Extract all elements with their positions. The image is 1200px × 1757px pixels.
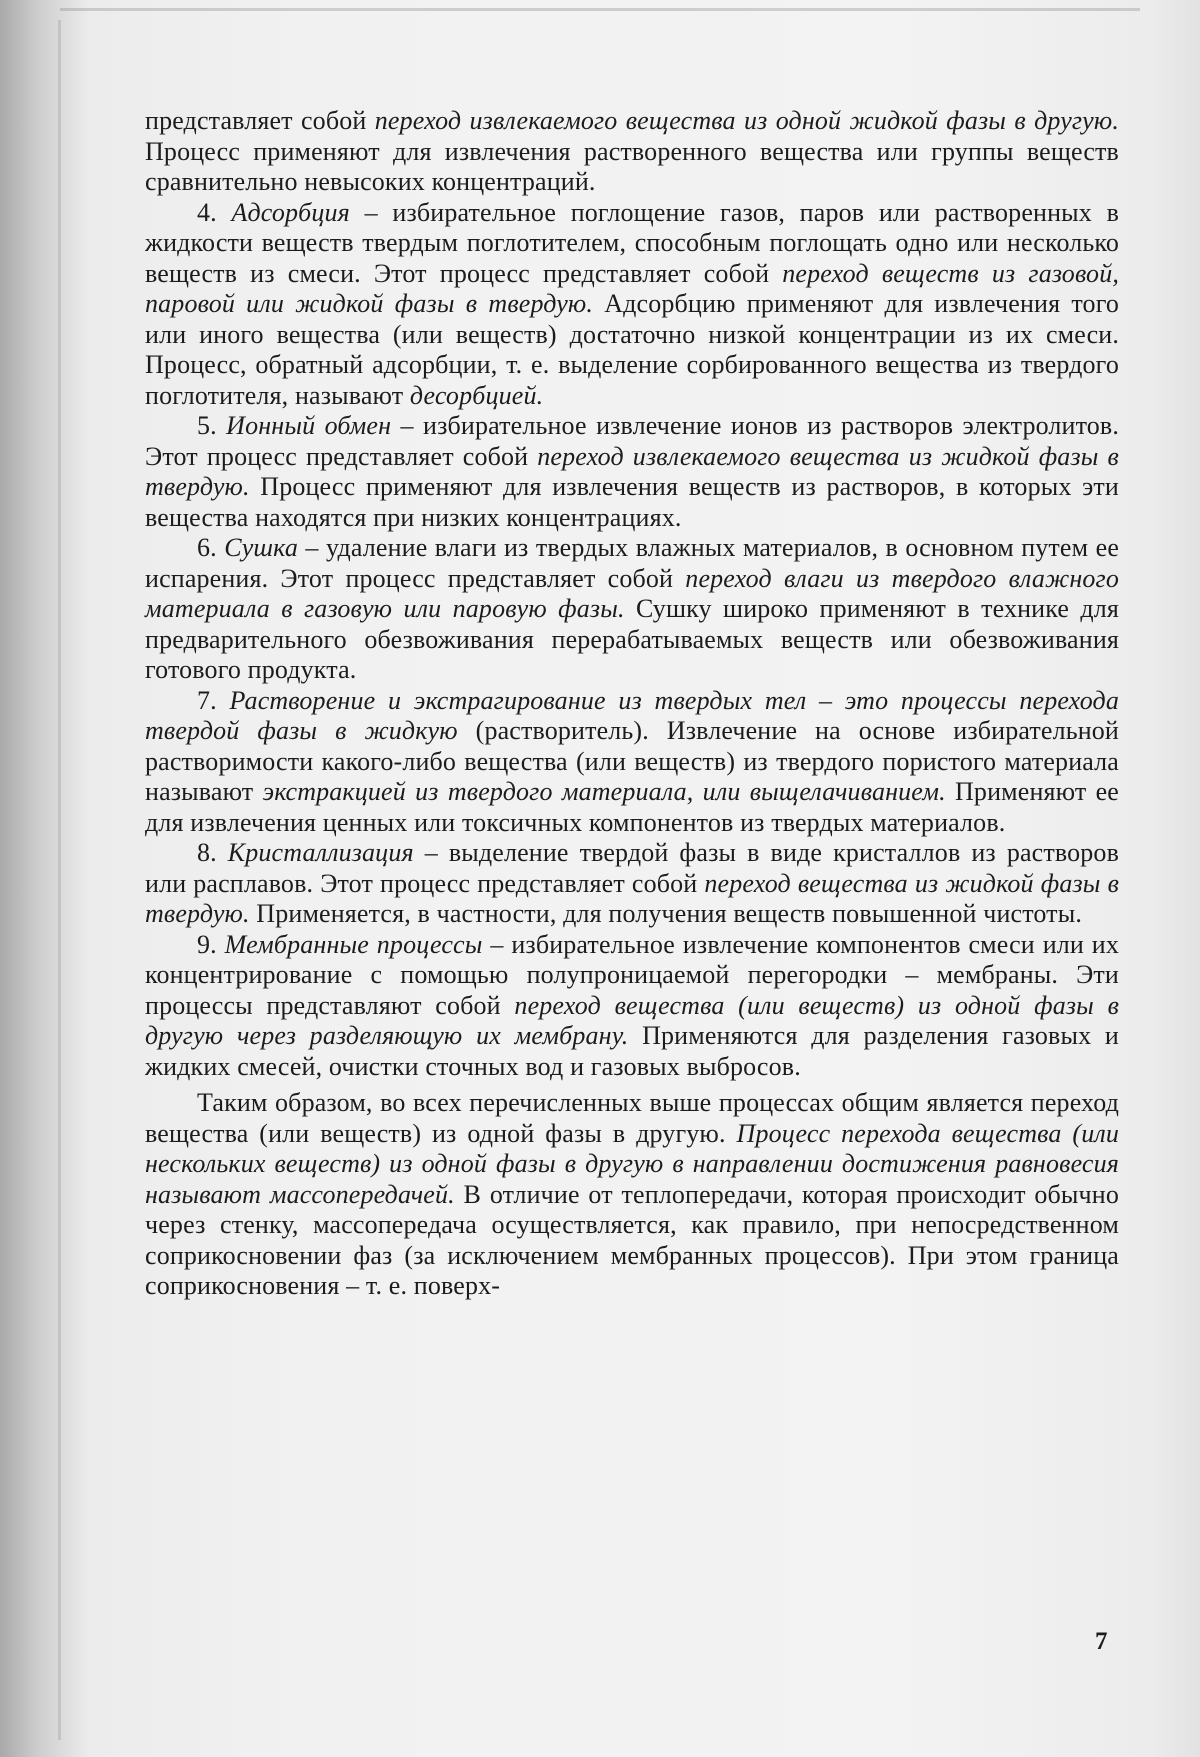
- text-run: – избирательное поглощение газов, паров или растворенных в жидкости веществ твердым поглотителем, способным поглощать одно или несколько веществ из смеси. Этот процесс представляет собой: [145, 197, 1120, 288]
- paragraph-extraction-end: [145, 106, 1119, 198]
- term-adsorption: Адсорбция: [231, 197, 350, 227]
- italic-run: переход извлекаемого вещества из одной жидкой фазы в другую.: [374, 106, 1120, 135]
- body-text: [145, 106, 1119, 1302]
- text-run: В отличие от теплопередачи, которая происходит обычно через стенку, массопередача осуществляется, как правило, при непосредственном соприкосновении фаз (за исключением мембранных процессов). При этом граница соприкосновения – т. е. поверх-: [145, 1179, 1119, 1300]
- text-run: – выделение твердой фазы в виде кристаллов из растворов или расплавов. Этот процесс представляет собой: [145, 838, 1120, 898]
- italic-run: переход извлекаемого вещества из жидкой фазы в твердую.: [145, 441, 1119, 501]
- page-number: 7: [1095, 1628, 1108, 1655]
- text-run: – избирательное извлечение ионов из растворов электролитов. Этот процесс представляет собой: [145, 411, 1119, 471]
- text-run: Применяют ее для извлечения ценных или токсичных компонентов из твердых материалов.: [145, 777, 1119, 837]
- paragraph-adsorption: [145, 198, 1119, 412]
- text-run: Сушку широко применяют в технике для предварительного обезвоживания перерабатываемых веществ или обезвоживания готового продукта.: [145, 594, 1119, 684]
- text-run: Применяется, в частности, для получения веществ повышенной чистоты.: [249, 899, 1082, 928]
- item-number: 7.: [197, 685, 230, 715]
- text-run: – избирательное извлечение компонентов смеси или их концентрирование с помощью полупроницаемой перегородки – мембраны. Эти процессы представляют собой: [145, 929, 1119, 1020]
- term-membrane: Мембранные процессы: [224, 929, 483, 959]
- paragraph-dissolution: [145, 686, 1119, 839]
- term-ion-exchange: Ионный обмен: [226, 411, 392, 440]
- italic-run: переход веществ из газовой, паровой или жидкой фазы в твердую.: [145, 258, 1119, 318]
- italic-run: переход вещества (или веществ) из одной фазы в другую через разделяющую их мембрану.: [145, 990, 1120, 1050]
- text-run: – удаление влаги из твердых влажных материалов, в основном путем ее испарения. Этот процесс представляет собой: [145, 533, 1120, 593]
- definition-mass-transfer: Процесс перехода вещества (или нескольких веществ) из одной фазы в другую в направлении достижения равновесия называют массопередачей.: [145, 1118, 1120, 1209]
- text-run: Адсорбцию применяют для извлечения того или иного вещества (или веществ) достаточно низкой концентрации из их смеси. Процесс, обратный адсорбции, т. е. выделение сорбированного вещества из твердого поглотителя, называют: [145, 289, 1120, 410]
- term-crystallization: Кристаллизация: [227, 838, 414, 867]
- paragraph-ion-exchange: [145, 411, 1119, 533]
- text-run: (растворитель). Извлечение на основе избирательной растворимости какого-либо вещества (или веществ) из твердого пористого материала называют: [145, 716, 1119, 806]
- text-run: Процесс применяют для извлечения растворенного вещества или группы веществ сравнительно невысоких концентраций.: [145, 136, 1119, 196]
- italic-run: переход влаги из твердого влажного материала в газовую или паровую фазы.: [145, 563, 1119, 623]
- item-number: 8.: [197, 838, 228, 867]
- scan-left-edge: [58, 20, 61, 1740]
- scan-top-edge: [60, 8, 1140, 11]
- item-number: 6.: [197, 533, 225, 562]
- item-number: 9.: [197, 929, 225, 959]
- italic-run: экстракцией из твердого материала, или выщелачиванием.: [262, 777, 946, 806]
- term-drying: Сушка: [224, 533, 298, 562]
- text-run: Применяются для разделения газовых и жидких смесей, очистки сточных вод и газовых выбросов.: [145, 1021, 1119, 1081]
- paragraph-mass-transfer: [145, 1088, 1119, 1302]
- term-desorption: десорбцией.: [409, 380, 544, 410]
- paragraph-drying: [145, 533, 1119, 686]
- paragraph-crystallization: [145, 838, 1119, 930]
- text-run: представляет собой: [145, 106, 375, 135]
- paragraph-membrane: [145, 930, 1119, 1083]
- italic-run: переход вещества из жидкой фазы в твердую.: [145, 868, 1120, 928]
- item-number: 5.: [197, 411, 227, 440]
- term-dissolution: Растворение и экстрагирование из твердых тел – это процессы перехода твердой фазы в жидкую: [145, 685, 1119, 745]
- item-number: 4.: [197, 197, 232, 227]
- text-run: Таким образом, во всех перечисленных выше процессах общим является переход вещества (или веществ) из одной фазы в другую.: [145, 1088, 1119, 1148]
- text-run: Процесс применяют для извлечения веществ из растворов, в которых эти вещества находятся при низких концентрациях.: [145, 472, 1119, 532]
